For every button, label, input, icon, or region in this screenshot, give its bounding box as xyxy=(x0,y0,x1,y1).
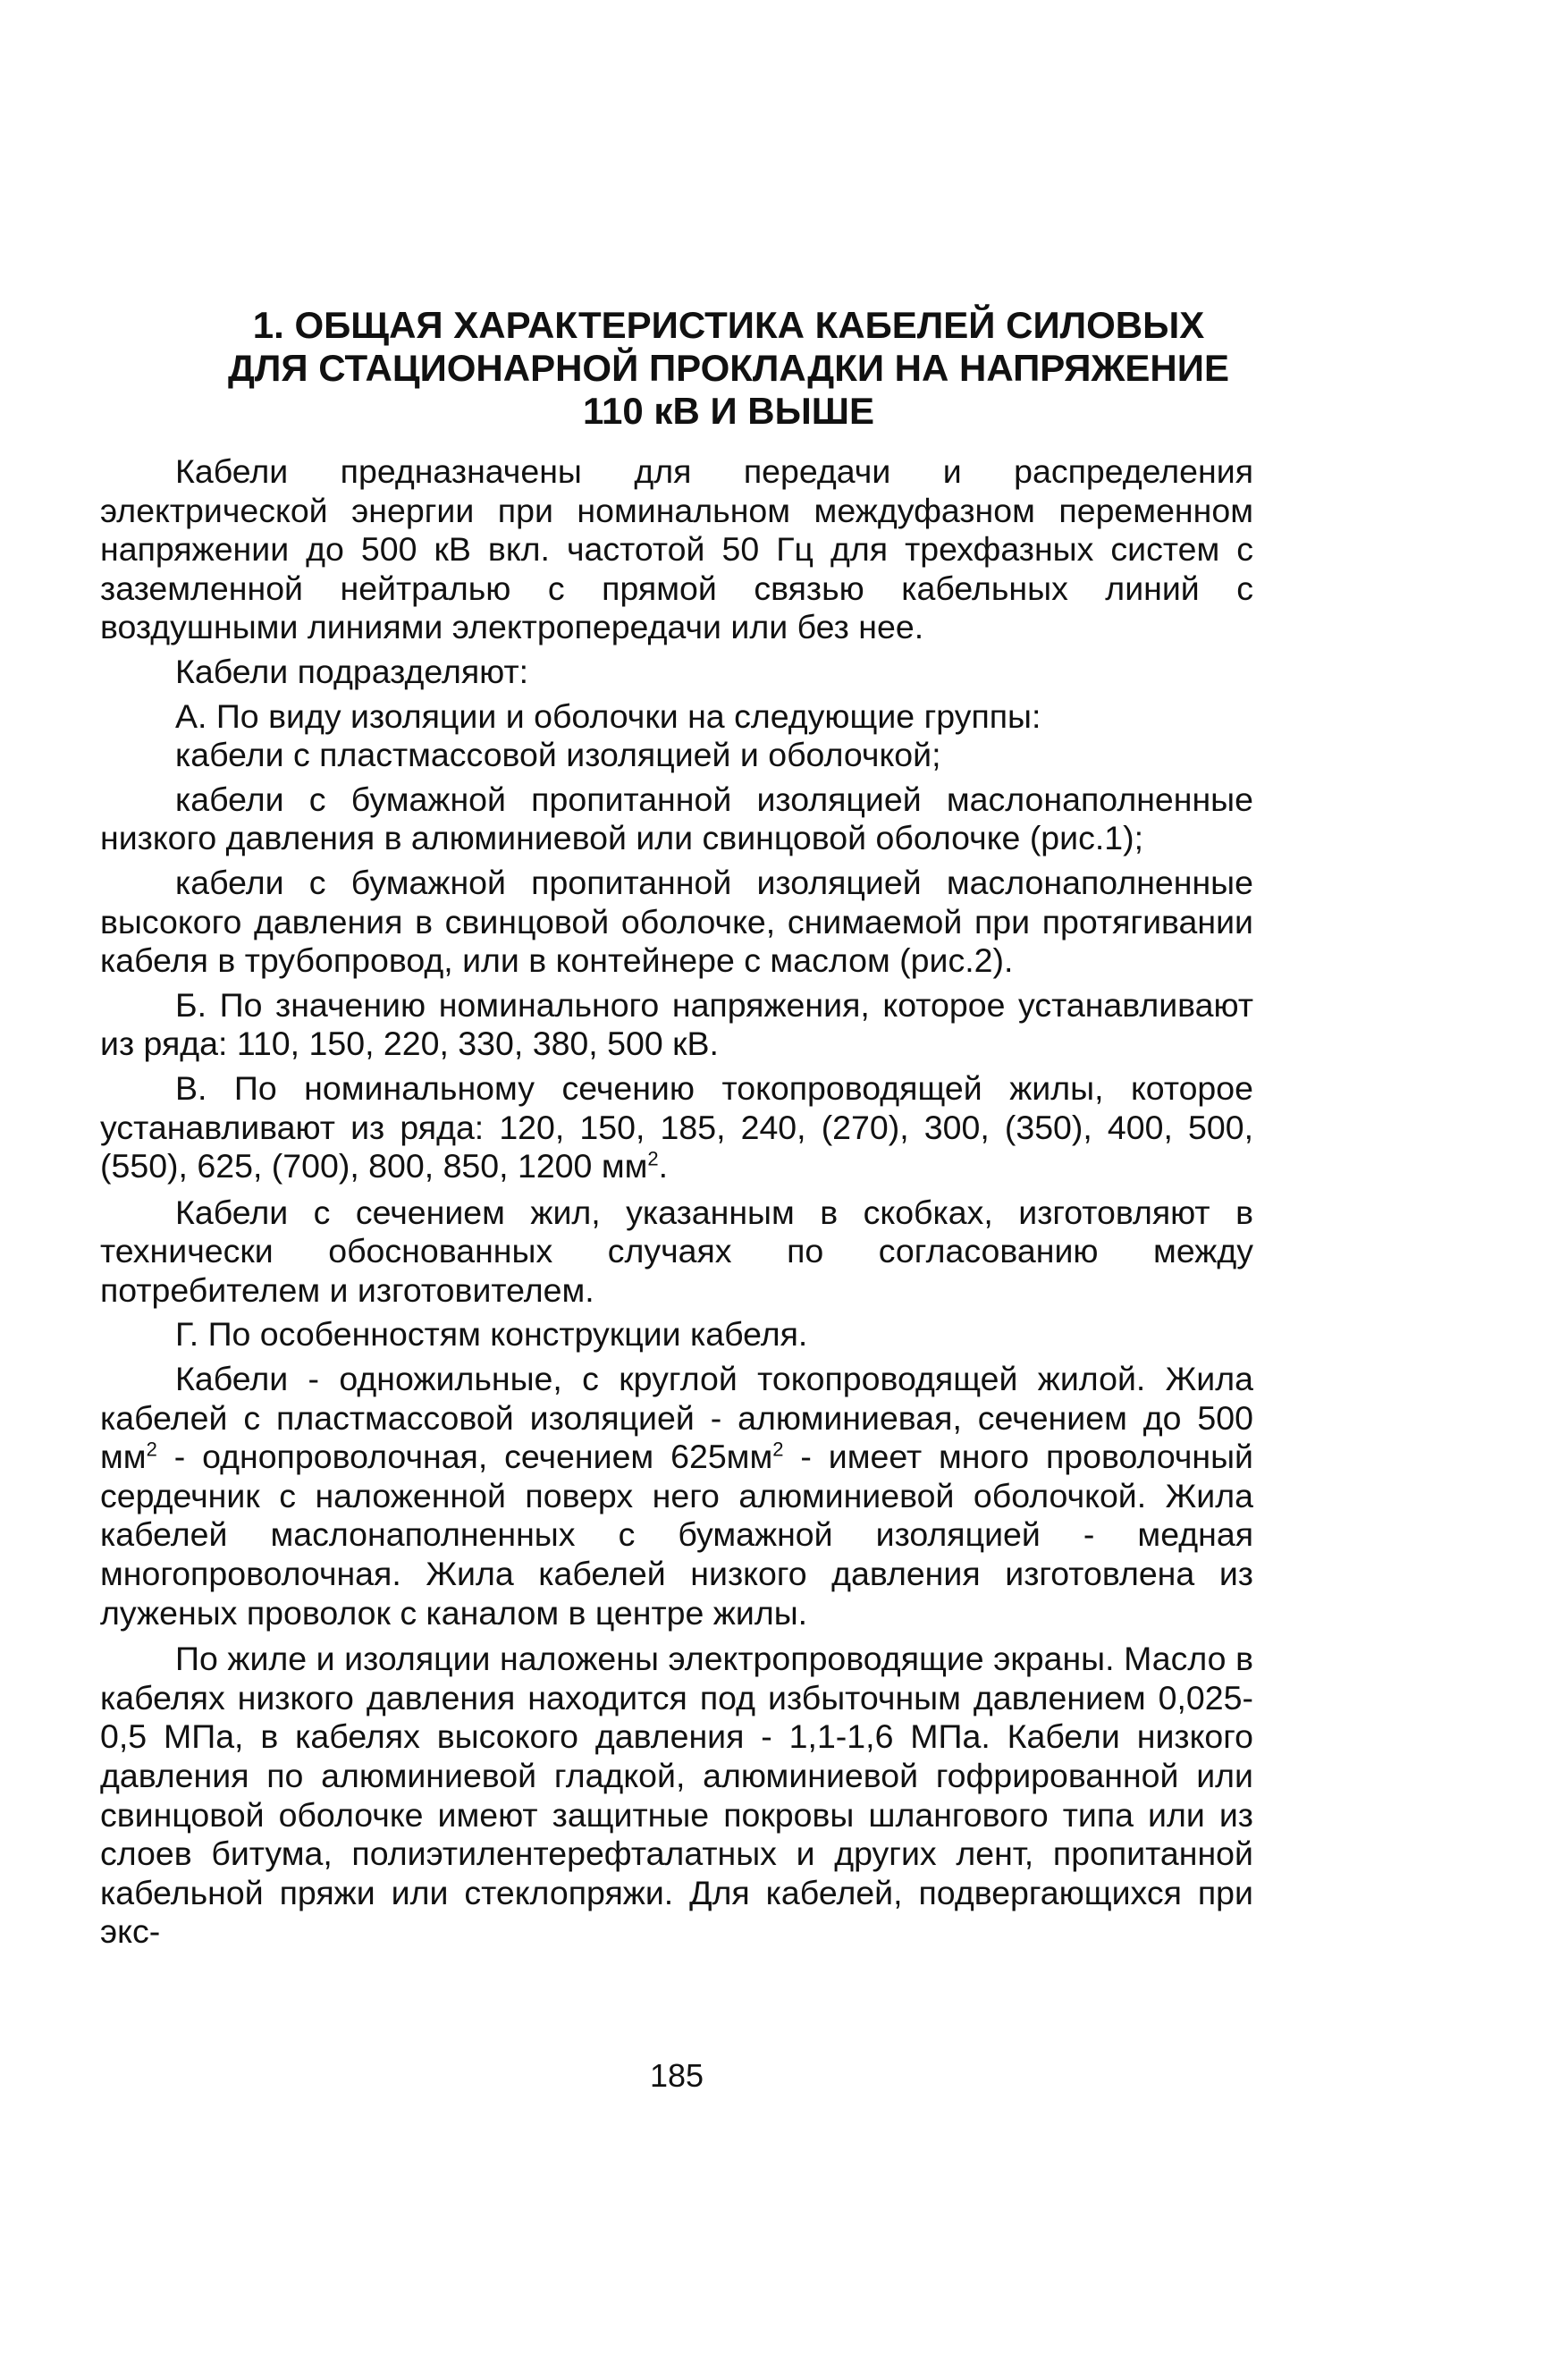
superscript-2: 2 xyxy=(772,1438,784,1461)
superscript-2: 2 xyxy=(647,1147,659,1170)
group-v-text: В. По номинальному сечению токопроводящей жилы, которое устанавливают из ряда: 120, 150, 185, 240, (270), 300, (350), 400, 500, (550), 625, (700), 800, 850, 1200 мм xyxy=(100,1068,1253,1185)
paragraph-purpose: Кабели предназначены для передачи и распределения электрической энергии при номинальном междуфазном переменном напряжении до 500 кВ вкл. частотой 50 Гц для трехфазных систем с заземленной нейтралью с прямой связью кабельных линий с воздушными линиями электропередачи или без нее. xyxy=(100,452,1253,646)
section-heading xyxy=(152,304,1305,433)
heading-line-1: 1. ОБЩАЯ ХАРАКТЕРИСТИКА КАБЕЛЕЙ СИЛОВЫХ xyxy=(252,304,1205,346)
core-design-text-c: - имеет много проволочный сердечник с наложенной поверх него алюминиевой оболочкой. Жила кабелей маслонаполненных с бумажной изоляцией - медная многопроволочная. Жила кабелей низкого давления изготовлена из луженых проволок с каналом в центре жилы. xyxy=(100,1438,1253,1632)
heading-line-3: 110 кВ И ВЫШЕ xyxy=(583,390,874,432)
paragraph-group-a: А. По виду изоляции и оболочки на следующие группы: xyxy=(175,696,1041,735)
paragraph-group-g: Г. По особенностям конструкции кабеля. xyxy=(175,1315,808,1354)
list-item-plastic: кабели с пластмассовой изоляцией и оболочкой; xyxy=(175,736,941,774)
group-v-end: . xyxy=(658,1147,669,1185)
core-design-text-a: Кабели - одножильные, с круглой токопроводящей жилой. Жила кабелей с пластмассовой изоляцией - алюминиевая, сечением до 500 мм xyxy=(100,1360,1253,1476)
paragraph-core-design xyxy=(100,1360,1253,1632)
page-number: 185 xyxy=(649,2057,704,2094)
heading-line-2: ДЛЯ СТАЦИОНАРНОЙ ПРОКЛАДКИ НА НАПРЯЖЕНИЕ xyxy=(228,347,1229,389)
paragraph-group-b: Б. По значению номинального напряжения, которое устанавливают из ряда: 110, 150, 220, 330, 380, 500 кВ. xyxy=(100,985,1253,1063)
paragraph-screens-oil: По жиле и изоляции наложены электропроводящие экраны. Масло в кабелях низкого давления находится под избыточным давлением 0,025-0,5 МПа, в кабелях высокого давления - 1,1-1,6 МПа. Кабели низкого давления по алюминиевой гладкой, алюминиевой гофрированной или свинцовой оболочке имеют защитные покровы шлангового типа или из слоев битума, полиэтилентерефталатных и других лент, пропитанной кабельной пряжи или стеклопряжи. Для кабелей, подвергающихся при экс- xyxy=(100,1640,1253,1951)
list-item-low-pressure: кабели с бумажной пропитанной изоляцией маслонаполненные низкого давления в алюминиевой или свинцовой оболочке (рис.1); xyxy=(100,780,1253,857)
paragraph-brackets-note: Кабели с сечением жил, указанным в скобках, изготовляют в технически обоснованных случаях по согласованию между потребителем и изготовителем. xyxy=(100,1193,1253,1309)
superscript-2: 2 xyxy=(146,1438,157,1461)
core-design-text-b: - однопроволочная, сечением 625мм xyxy=(156,1438,773,1476)
paragraph-classification-intro: Кабели подразделяют: xyxy=(175,652,529,690)
list-item-high-pressure: кабели с бумажной пропитанной изоляцией маслонаполненные высокого давления в свинцовой оболочке, снимаемой при протягивании кабеля в трубопровод, или в контейнере с маслом (рис.2). xyxy=(100,863,1253,980)
paragraph-group-v xyxy=(100,1069,1253,1186)
body-text xyxy=(100,452,1253,1952)
